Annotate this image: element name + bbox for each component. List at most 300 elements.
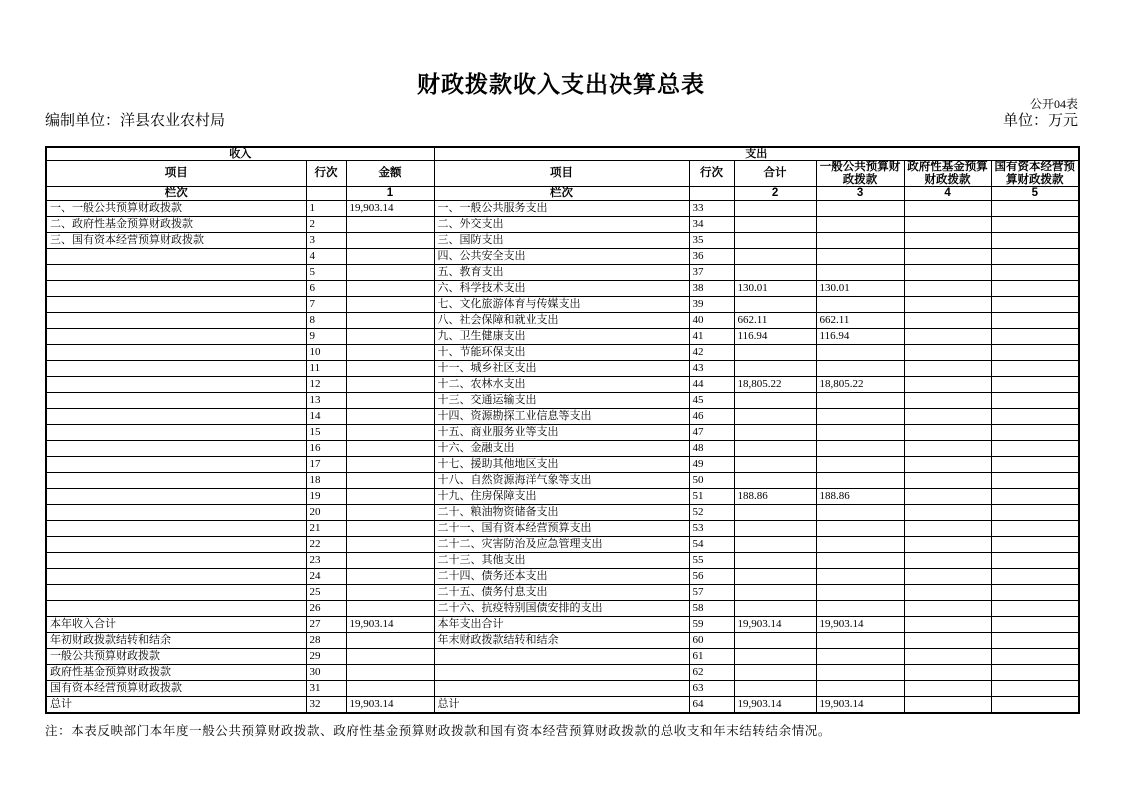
income-item-cell	[46, 249, 306, 265]
expense-general-cell	[816, 265, 904, 281]
table-row	[46, 537, 1079, 553]
expense-line-cell: 49	[689, 457, 734, 473]
expense-item-cell: 八、社会保障和就业支出	[434, 313, 689, 329]
expense-govfund-cell	[904, 585, 991, 601]
income-line-header: 行次	[306, 161, 346, 187]
income-amount-header: 金额	[346, 161, 434, 187]
expense-total-cell	[734, 441, 816, 457]
income-item-cell	[46, 409, 306, 425]
expense-govfund-cell	[904, 409, 991, 425]
expense-item-cell: 十八、自然资源海洋气象等支出	[434, 473, 689, 489]
expense-statecap-cell	[991, 345, 1079, 361]
form-code-label: 公开04表	[1029, 97, 1078, 111]
expense-statecap-cell	[991, 201, 1079, 217]
table-footnote: 注：本表反映部门本年度一般公共预算财政拨款、政府性基金预算财政拨款和国有资本经营预算财政拨款的总收支和年末结转结余情况。	[45, 724, 832, 738]
income-amount-cell	[346, 569, 434, 585]
expense-general-cell	[816, 409, 904, 425]
income-item-cell: 国有资本经营预算财政拨款	[46, 681, 306, 697]
expense-general-cell: 19,903.14	[816, 697, 904, 714]
expense-govfund-cell	[904, 217, 991, 233]
section-header-row	[46, 147, 1079, 161]
expense-line-cell: 44	[689, 377, 734, 393]
expense-total-cell: 18,805.22	[734, 377, 816, 393]
expense-item-cell: 十、节能环保支出	[434, 345, 689, 361]
expense-line-cell: 64	[689, 697, 734, 714]
income-line-cell: 8	[306, 313, 346, 329]
expense-govfund-cell	[904, 201, 991, 217]
expense-item-cell	[434, 665, 689, 681]
income-line-cell: 27	[306, 617, 346, 633]
table-row	[46, 601, 1079, 617]
income-amount-cell	[346, 521, 434, 537]
expense-item-cell: 二十五、债务付息支出	[434, 585, 689, 601]
expense-statecap-cell	[991, 265, 1079, 281]
income-line-cell: 12	[306, 377, 346, 393]
income-line-cell: 26	[306, 601, 346, 617]
income-amount-cell	[346, 297, 434, 313]
expense-statecap-cell	[991, 233, 1079, 249]
expense-total-cell: 130.01	[734, 281, 816, 297]
expense-statecap-cell	[991, 649, 1079, 665]
expense-general-cell	[816, 345, 904, 361]
income-amount-cell	[346, 505, 434, 521]
income-item-cell: 一、一般公共预算财政拨款	[46, 201, 306, 217]
expense-general-cell	[816, 505, 904, 521]
income-line-cell: 7	[306, 297, 346, 313]
expense-item-cell: 年末财政拨款结转和结余	[434, 633, 689, 649]
income-amount-cell	[346, 489, 434, 505]
expense-statecap-cell	[991, 441, 1079, 457]
general-budget-index: 3	[816, 187, 904, 201]
income-amount-cell	[346, 313, 434, 329]
income-line-cell: 16	[306, 441, 346, 457]
table-row	[46, 265, 1079, 281]
income-line-cell: 22	[306, 537, 346, 553]
expense-total-cell	[734, 569, 816, 585]
expense-govfund-cell	[904, 505, 991, 521]
income-amount-cell	[346, 457, 434, 473]
expense-general-cell	[816, 457, 904, 473]
expense-govfund-cell	[904, 601, 991, 617]
general-budget-header: 一般公共预算财政拨款	[816, 161, 904, 187]
expense-total-cell	[734, 601, 816, 617]
expense-item-cell: 二十四、债务还本支出	[434, 569, 689, 585]
expense-statecap-cell	[991, 217, 1079, 233]
expense-general-cell	[816, 441, 904, 457]
expense-govfund-cell	[904, 681, 991, 697]
expense-item-cell: 六、科学技术支出	[434, 281, 689, 297]
expense-item-cell: 五、教育支出	[434, 265, 689, 281]
expense-statecap-cell	[991, 601, 1079, 617]
expense-general-cell	[816, 297, 904, 313]
expense-general-cell: 116.94	[816, 329, 904, 345]
expense-item-header: 项目	[434, 161, 689, 187]
income-line-cell: 9	[306, 329, 346, 345]
expense-statecap-cell	[991, 473, 1079, 489]
expense-general-cell	[816, 361, 904, 377]
income-amount-cell	[346, 281, 434, 297]
expense-item-cell: 十二、农林水支出	[434, 377, 689, 393]
expense-total-cell	[734, 633, 816, 649]
expense-item-cell: 二十、粮油物资储备支出	[434, 505, 689, 521]
table-row	[46, 393, 1079, 409]
state-capital-header: 国有资本经营预算财政拨款	[991, 161, 1079, 187]
state-capital-index: 5	[991, 187, 1079, 201]
income-item-cell	[46, 345, 306, 361]
page-title: 财政拨款收入支出决算总表	[417, 71, 705, 97]
income-line-cell: 19	[306, 489, 346, 505]
unit-label: 单位：万元	[1002, 113, 1078, 129]
income-line-cell: 10	[306, 345, 346, 361]
income-item-cell	[46, 457, 306, 473]
table-row	[46, 697, 1079, 714]
expense-general-cell	[816, 473, 904, 489]
income-item-cell	[46, 329, 306, 345]
expense-govfund-cell	[904, 345, 991, 361]
expense-total-cell	[734, 201, 816, 217]
income-item-cell	[46, 553, 306, 569]
income-amount-cell	[346, 409, 434, 425]
expense-line-cell: 34	[689, 217, 734, 233]
table-row	[46, 665, 1079, 681]
expense-govfund-cell	[904, 393, 991, 409]
expense-line-cell: 52	[689, 505, 734, 521]
final-accounts-table	[45, 146, 1080, 714]
expense-item-cell: 二十六、抗疫特别国债安排的支出	[434, 601, 689, 617]
expense-line-cell: 56	[689, 569, 734, 585]
expense-govfund-cell	[904, 361, 991, 377]
expense-govfund-cell	[904, 569, 991, 585]
expense-total-cell: 188.86	[734, 489, 816, 505]
expense-statecap-cell	[991, 409, 1079, 425]
expense-total-cell	[734, 297, 816, 313]
expense-item-cell: 二十二、灾害防治及应急管理支出	[434, 537, 689, 553]
table-row	[46, 473, 1079, 489]
income-line-cell: 32	[306, 697, 346, 714]
table-row	[46, 217, 1079, 233]
income-line-cell: 20	[306, 505, 346, 521]
expense-item-cell: 九、卫生健康支出	[434, 329, 689, 345]
expense-total-cell	[734, 553, 816, 569]
expense-govfund-cell	[904, 425, 991, 441]
expense-total-cell	[734, 217, 816, 233]
income-amount-cell	[346, 585, 434, 601]
income-item-cell	[46, 473, 306, 489]
expense-statecap-cell	[991, 697, 1079, 714]
expense-statecap-cell	[991, 377, 1079, 393]
income-amount-cell	[346, 377, 434, 393]
expense-general-cell	[816, 649, 904, 665]
expense-line-cell: 61	[689, 649, 734, 665]
expense-general-cell	[816, 537, 904, 553]
expense-total-cell	[734, 265, 816, 281]
expense-line-cell: 35	[689, 233, 734, 249]
expense-line-cell: 41	[689, 329, 734, 345]
expense-govfund-cell	[904, 473, 991, 489]
income-amount-index: 1	[346, 187, 434, 201]
income-item-cell	[46, 601, 306, 617]
expense-govfund-cell	[904, 377, 991, 393]
table-row	[46, 441, 1079, 457]
expense-statecap-cell	[991, 313, 1079, 329]
expense-total-cell	[734, 233, 816, 249]
expense-general-cell	[816, 681, 904, 697]
expense-statecap-cell	[991, 633, 1079, 649]
income-line-cell: 3	[306, 233, 346, 249]
expense-total-cell	[734, 521, 816, 537]
income-line-cell: 17	[306, 457, 346, 473]
expense-govfund-cell	[904, 281, 991, 297]
expense-item-cell: 一、一般公共服务支出	[434, 201, 689, 217]
income-line-cell: 13	[306, 393, 346, 409]
expense-statecap-cell	[991, 681, 1079, 697]
expense-general-cell	[816, 249, 904, 265]
expense-total-index: 2	[734, 187, 816, 201]
expense-line-cell: 47	[689, 425, 734, 441]
income-item-cell: 一般公共预算财政拨款	[46, 649, 306, 665]
expense-section-header: 支出	[434, 147, 1079, 161]
expense-general-cell	[816, 425, 904, 441]
income-line-cell: 25	[306, 585, 346, 601]
expense-general-cell: 18,805.22	[816, 377, 904, 393]
expense-item-cell	[434, 649, 689, 665]
income-amount-cell	[346, 249, 434, 265]
expense-govfund-cell	[904, 249, 991, 265]
gov-fund-header: 政府性基金预算财政拨款	[904, 161, 991, 187]
income-item-cell	[46, 521, 306, 537]
income-line-cell: 5	[306, 265, 346, 281]
income-amount-cell	[346, 345, 434, 361]
expense-govfund-cell	[904, 665, 991, 681]
expense-item-cell: 七、文化旅游体育与传媒支出	[434, 297, 689, 313]
income-item-cell	[46, 281, 306, 297]
expense-statecap-cell	[991, 537, 1079, 553]
income-amount-cell	[346, 649, 434, 665]
income-item-header: 项目	[46, 161, 306, 187]
table-row	[46, 345, 1079, 361]
table-row	[46, 569, 1079, 585]
expense-statecap-cell	[991, 297, 1079, 313]
expense-item-cell: 十六、金融支出	[434, 441, 689, 457]
income-amount-cell	[346, 217, 434, 233]
expense-general-cell: 130.01	[816, 281, 904, 297]
expense-item-cell: 十四、资源勘探工业信息等支出	[434, 409, 689, 425]
expense-general-cell	[816, 393, 904, 409]
expense-item-cell: 总计	[434, 697, 689, 714]
table-row	[46, 409, 1079, 425]
expense-statecap-cell	[991, 281, 1079, 297]
expense-item-cell: 本年支出合计	[434, 617, 689, 633]
income-amount-cell	[346, 537, 434, 553]
expense-govfund-cell	[904, 297, 991, 313]
expense-general-cell	[816, 665, 904, 681]
expense-statecap-cell	[991, 489, 1079, 505]
expense-govfund-cell	[904, 521, 991, 537]
income-amount-cell	[346, 633, 434, 649]
expense-item-cell: 二十一、国有资本经营预算支出	[434, 521, 689, 537]
table-row	[46, 585, 1079, 601]
income-line-index-blank	[306, 187, 346, 201]
table-row	[46, 633, 1079, 649]
income-item-cell	[46, 441, 306, 457]
expense-statecap-cell	[991, 393, 1079, 409]
income-amount-cell	[346, 425, 434, 441]
expense-total-cell	[734, 409, 816, 425]
expense-line-cell: 42	[689, 345, 734, 361]
table-row	[46, 201, 1079, 217]
table-row	[46, 505, 1079, 521]
expense-total-cell	[734, 537, 816, 553]
income-item-cell: 三、国有资本经营预算财政拨款	[46, 233, 306, 249]
expense-govfund-cell	[904, 329, 991, 345]
expense-total-cell	[734, 457, 816, 473]
table-row	[46, 377, 1079, 393]
income-amount-cell	[346, 601, 434, 617]
income-item-cell: 年初财政拨款结转和结余	[46, 633, 306, 649]
expense-line-cell: 40	[689, 313, 734, 329]
table-row	[46, 361, 1079, 377]
income-item-cell	[46, 425, 306, 441]
expense-statecap-cell	[991, 553, 1079, 569]
table-row	[46, 281, 1079, 297]
expense-total-cell: 19,903.14	[734, 697, 816, 714]
income-amount-cell	[346, 265, 434, 281]
expense-total-cell	[734, 473, 816, 489]
income-item-cell	[46, 393, 306, 409]
income-line-cell: 1	[306, 201, 346, 217]
expense-total-cell: 662.11	[734, 313, 816, 329]
expense-total-cell	[734, 585, 816, 601]
expense-line-cell: 33	[689, 201, 734, 217]
income-amount-cell	[346, 665, 434, 681]
expense-line-cell: 43	[689, 361, 734, 377]
income-line-cell: 18	[306, 473, 346, 489]
expense-line-cell: 36	[689, 249, 734, 265]
income-amount-cell	[346, 441, 434, 457]
expense-govfund-cell	[904, 233, 991, 249]
expense-line-cell: 57	[689, 585, 734, 601]
column-header-row	[46, 161, 1079, 187]
income-line-cell: 4	[306, 249, 346, 265]
income-line-cell: 29	[306, 649, 346, 665]
table-row	[46, 681, 1079, 697]
expense-line-cell: 54	[689, 537, 734, 553]
income-item-cell: 本年收入合计	[46, 617, 306, 633]
expense-line-header: 行次	[689, 161, 734, 187]
expense-statecap-cell	[991, 665, 1079, 681]
expense-general-cell	[816, 217, 904, 233]
income-item-cell: 二、政府性基金预算财政拨款	[46, 217, 306, 233]
expense-govfund-cell	[904, 313, 991, 329]
expense-govfund-cell	[904, 649, 991, 665]
income-line-cell: 31	[306, 681, 346, 697]
table-row	[46, 329, 1079, 345]
expense-total-cell	[734, 249, 816, 265]
expense-line-cell: 55	[689, 553, 734, 569]
expense-line-index-blank	[689, 187, 734, 201]
expense-total-cell	[734, 361, 816, 377]
column-index-row	[46, 187, 1079, 201]
expense-total-cell	[734, 393, 816, 409]
expense-general-cell	[816, 585, 904, 601]
expense-general-cell	[816, 601, 904, 617]
expense-index-label: 栏次	[434, 187, 689, 201]
income-item-cell	[46, 505, 306, 521]
income-amount-cell: 19,903.14	[346, 617, 434, 633]
expense-general-cell	[816, 569, 904, 585]
expense-line-cell: 63	[689, 681, 734, 697]
expense-line-cell: 51	[689, 489, 734, 505]
expense-item-cell: 十七、援助其他地区支出	[434, 457, 689, 473]
expense-line-cell: 59	[689, 617, 734, 633]
expense-statecap-cell	[991, 457, 1079, 473]
expense-general-cell: 188.86	[816, 489, 904, 505]
expense-line-cell: 50	[689, 473, 734, 489]
expense-line-cell: 46	[689, 409, 734, 425]
income-amount-cell	[346, 233, 434, 249]
expense-general-cell	[816, 201, 904, 217]
expense-statecap-cell	[991, 505, 1079, 521]
expense-govfund-cell	[904, 441, 991, 457]
expense-general-cell	[816, 233, 904, 249]
income-line-cell: 21	[306, 521, 346, 537]
expense-total-cell	[734, 649, 816, 665]
expense-total-cell	[734, 425, 816, 441]
expense-total-cell	[734, 681, 816, 697]
income-amount-cell	[346, 361, 434, 377]
expense-item-cell: 四、公共安全支出	[434, 249, 689, 265]
table-row	[46, 457, 1079, 473]
expense-total-cell	[734, 505, 816, 521]
income-amount-cell: 19,903.14	[346, 697, 434, 714]
table-row	[46, 425, 1079, 441]
income-line-cell: 11	[306, 361, 346, 377]
expense-item-cell: 三、国防支出	[434, 233, 689, 249]
expense-govfund-cell	[904, 553, 991, 569]
expense-statecap-cell	[991, 361, 1079, 377]
expense-govfund-cell	[904, 489, 991, 505]
income-item-cell	[46, 585, 306, 601]
expense-line-cell: 37	[689, 265, 734, 281]
expense-statecap-cell	[991, 585, 1079, 601]
expense-line-cell: 58	[689, 601, 734, 617]
income-line-cell: 28	[306, 633, 346, 649]
expense-general-cell	[816, 633, 904, 649]
expense-item-cell: 十一、城乡社区支出	[434, 361, 689, 377]
income-item-cell	[46, 489, 306, 505]
income-index-label: 栏次	[46, 187, 306, 201]
expense-item-cell: 十九、住房保障支出	[434, 489, 689, 505]
expense-line-cell: 62	[689, 665, 734, 681]
expense-item-cell: 十五、商业服务业等支出	[434, 425, 689, 441]
expense-item-cell: 二十三、其他支出	[434, 553, 689, 569]
gov-fund-index: 4	[904, 187, 991, 201]
expense-line-cell: 45	[689, 393, 734, 409]
expense-line-cell: 38	[689, 281, 734, 297]
table-row	[46, 233, 1079, 249]
expense-line-cell: 48	[689, 441, 734, 457]
expense-statecap-cell	[991, 249, 1079, 265]
expense-total-cell: 19,903.14	[734, 617, 816, 633]
expense-total-cell	[734, 345, 816, 361]
income-item-cell	[46, 265, 306, 281]
expense-statecap-cell	[991, 521, 1079, 537]
income-line-cell: 24	[306, 569, 346, 585]
income-line-cell: 14	[306, 409, 346, 425]
income-amount-cell	[346, 681, 434, 697]
income-line-cell: 6	[306, 281, 346, 297]
table-row	[46, 489, 1079, 505]
